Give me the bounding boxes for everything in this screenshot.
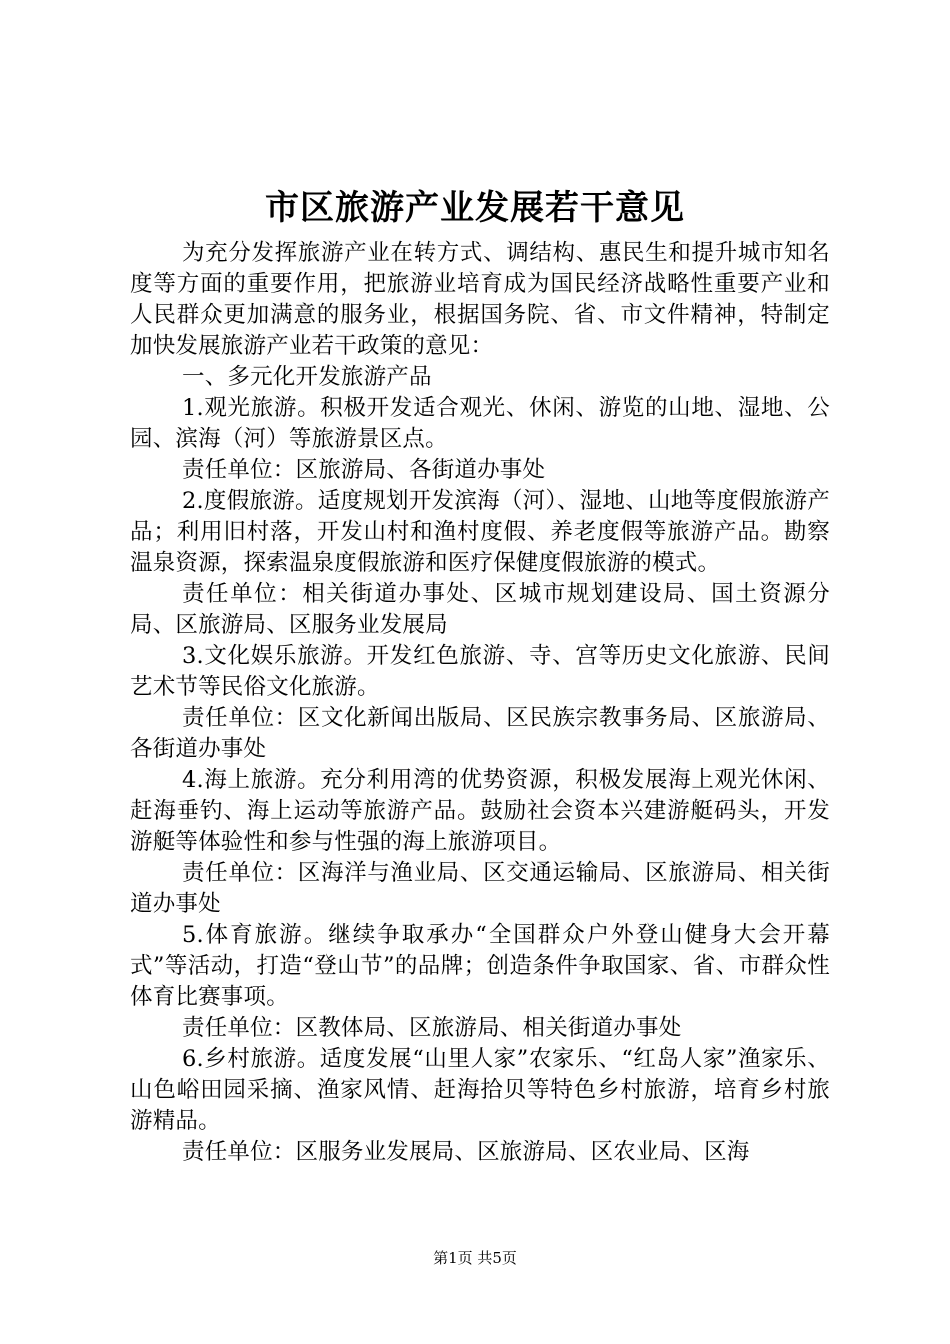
- document-title: 市区旅游产业发展若干意见: [265, 188, 685, 228]
- page-number-footer: 第1页 共5页: [433, 1249, 517, 1267]
- responsibility-paragraph: 责任单位：区服务业发展局、区旅游局、区农业局、区海: [182, 1139, 750, 1165]
- item-paragraph: 4.海上旅游。充分利用湾的优势资源，积极发展海上观光休闲、赶海垂钓、海上运动等旅游产品。鼓励社会资本兴建游艇码头，开发游艇等体验性和参与性强的海上旅游项目。: [130, 767, 830, 855]
- section-heading: 一、多元化开发旅游产品: [182, 364, 432, 390]
- item-paragraph: 5.体育旅游。继续争取承办“全国群众户外登山健身大会开幕式”等活动，打造“登山节”的品牌；创造条件争取国家、省、市群众性体育比赛事项。: [130, 922, 830, 1010]
- responsibility-paragraph: 责任单位：相关街道办事处、区城市规划建设局、国土资源分局、区旅游局、区服务业发展局: [130, 581, 830, 638]
- item-paragraph: 2.度假旅游。适度规划开发滨海（河）、湿地、山地等度假旅游产品；利用旧村落，开发山村和渔村度假、养老度假等旅游产品。勘察温泉资源，探索温泉度假旅游和医疗保健度假旅游的模式。: [130, 488, 830, 576]
- responsibility-paragraph: 责任单位：区旅游局、各街道办事处: [182, 457, 546, 483]
- responsibility-paragraph: 责任单位：区海洋与渔业局、区交通运输局、区旅游局、相关街道办事处: [130, 860, 830, 917]
- responsibility-paragraph: 责任单位：区文化新闻出版局、区民族宗教事务局、区旅游局、各街道办事处: [130, 705, 830, 762]
- document-body: [130, 238, 830, 1168]
- intro-paragraph: 为充分发挥旅游产业在转方式、调结构、惠民生和提升城市知名度等方面的重要作用，把旅游业培育成为国民经济战略性重要产业和人民群众更加满意的服务业，根据国务院、省、市文件精神，特制定加快发展旅游产业若干政策的意见：: [130, 240, 830, 359]
- item-paragraph: 6.乡村旅游。适度发展“山里人家”农家乐、“红岛人家”渔家乐、山色峪田园采摘、渔家风情、赶海拾贝等特色乡村旅游，培育乡村旅游精品。: [130, 1046, 830, 1134]
- item-paragraph: 1.观光旅游。积极开发适合观光、休闲、游览的山地、湿地、公园、滨海（河）等旅游景区点。: [130, 395, 830, 452]
- responsibility-paragraph: 责任单位：区教体局、区旅游局、相关街道办事处: [182, 1015, 682, 1041]
- item-paragraph: 3.文化娱乐旅游。开发红色旅游、寺、宫等历史文化旅游、民间艺术节等民俗文化旅游。: [130, 643, 830, 700]
